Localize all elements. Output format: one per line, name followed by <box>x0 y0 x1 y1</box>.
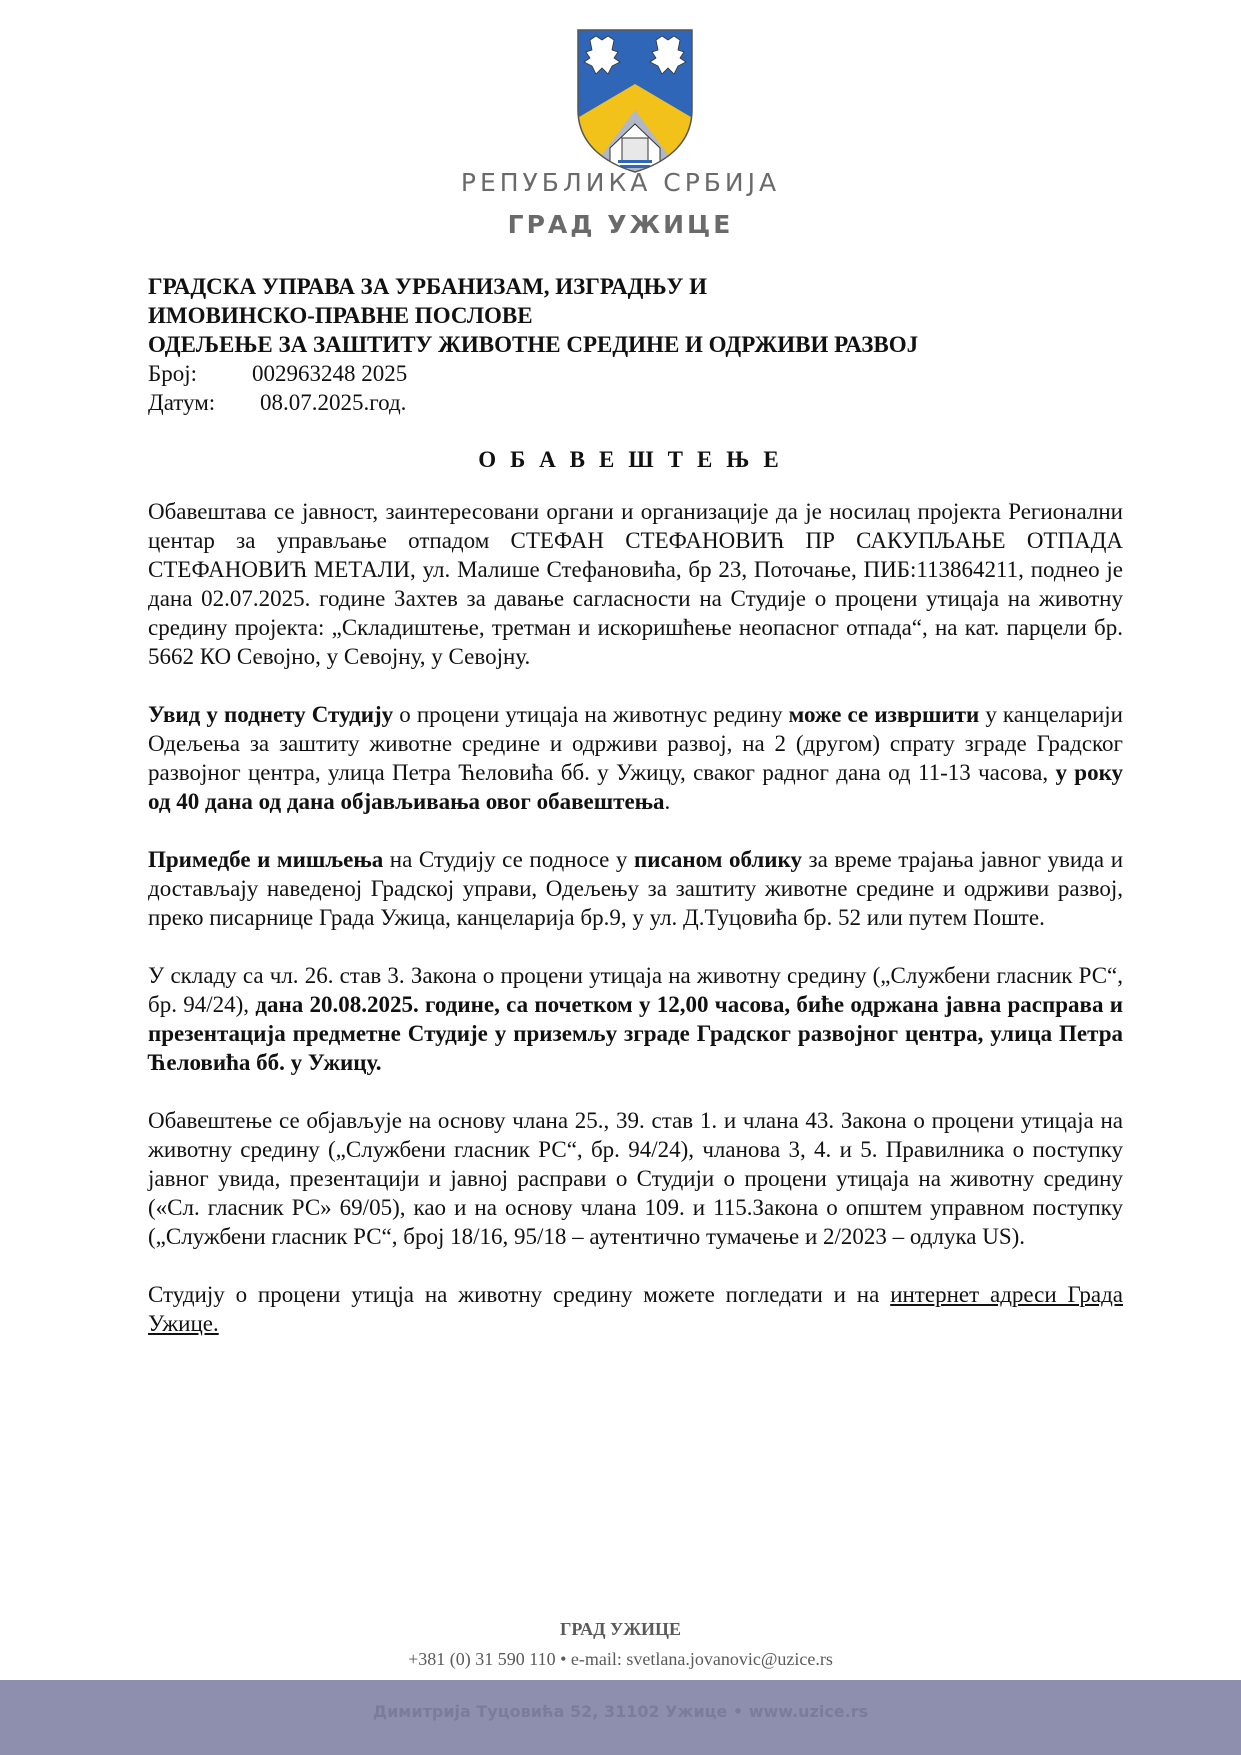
paragraph-remarks <box>148 845 1123 932</box>
paragraph-online <box>148 1280 1123 1338</box>
paragraph-legal-basis: Обавештење се објављује на основу члана 25., 39. став 1. и члана 43. Закона о процени утицаја на животну средину („Службени гласник РС“, бр. 94/24), чланова 3, 4. и 5. Правилника о поступку јавног увида, презентацији и јавној расправи о Студији о процени утицаја на животну средину («Сл. гласник РС» 69/05), као и на основу члана 109. и 115.Закона о општем управном поступку („Службени гласник РС“, број 18/16, 95/18 – аутентично тумачење и 2/2023 – одлука US). <box>148 1108 1123 1249</box>
footer-contact: +381 (0) 31 590 110 • e-mail: svetlana.jovanovic@uzice.rs <box>408 1649 833 1669</box>
document-number-row <box>148 359 1123 388</box>
paragraph-intro: Обавештава се јавност, заинтересовани органи и организације да је носилац пројекта Регионални центар за управљање отпадом СТЕФАН СТЕФАНОВИЋ ПР САКУПЉАЊЕ ОТПАДА СТЕФАНОВИЋ МЕТАЛИ, ул. Малише Стефановића, бр 23, Поточање, ПИБ:113864211, поднео је дана 02.07.2025. године Захтев за давање сагласности на Студије о процени утицаја на животну средину пројекта: „Складиштење, третман и искоришћење неопасног отпада“, на кат. парцели бр. 5662 КО Севојно, у Севојну, у Севојну. <box>148 499 1123 669</box>
org-line-1: ГРАДСКА УПРАВА ЗА УРБАНИЗАМ, ИЗГРАДЊУ И <box>148 274 708 299</box>
document-number-label: Број: <box>148 361 197 386</box>
city-website-link[interactable]: интернет адреси Града Ужице. <box>148 1282 1124 1336</box>
document-title: ОБАВЕШТЕЊЕ <box>478 447 793 472</box>
org-line-3: ОДЕЉЕЊЕ ЗА ЗАШТИТУ ЖИВОТНЕ СРЕДИНЕ И ОДРЖИВИ РАЗВОЈ <box>148 332 919 357</box>
document-date-label: Датум: <box>148 390 216 415</box>
header-city: ГРАД УЖИЦЕ <box>507 210 734 239</box>
inspection-text-2: у канцеларији Одељења за заштиту животне средине и одрживи развој, на 2 (другом) спрату зграде Градског развојног центра, улица Петра Ћеловића бб. у Ужицу, сваког радног дана од 11-13 часова, <box>148 702 1123 785</box>
remarks-bold-2: писаном облику <box>633 847 802 872</box>
header-country: РЕПУБЛИКА СРБИЈА <box>460 168 781 197</box>
inspection-bold-1: Увид у поднету Студију <box>148 702 394 727</box>
hearing-text-1: У складу са чл. 26. став 3. Закона о процени утицаја на животну средину („Службени гласник РС“, бр. 94/24), <box>148 963 1123 1017</box>
coat-of-arms-icon <box>574 28 696 174</box>
remarks-text-1: на Студију се подносе у <box>383 847 634 872</box>
paragraph-inspection <box>148 700 1123 816</box>
org-line-2: ИМОВИНСКО-ПРАВНЕ ПОСЛОВЕ <box>148 303 533 328</box>
inspection-bold-3: у року од 40 дана од дана објављивања овог обавештења <box>148 760 1123 814</box>
document-date-row <box>148 388 1123 417</box>
document-number-value: 002963248 2025 <box>252 361 408 386</box>
footer-band <box>0 1680 1241 1755</box>
inspection-bold-2: може се извршити <box>788 702 980 727</box>
footer-city: ГРАД УЖИЦЕ <box>559 1619 682 1639</box>
inspection-text-3: . <box>664 789 671 814</box>
hearing-bold-1: дана 20.08.2025. године, са почетком у 12,00 часова, биће одржана јавна расправа и презентација предметне Студије у приземљу зграде Градског развојног центра, улица Петра Ћеловића бб. у Ужицу. <box>148 992 1123 1075</box>
footer-address: Димитрија Туцовића 52, 31102 Ужице • www.uzice.rs <box>372 1702 869 1721</box>
online-text-1: Студију о процени утицја на животну средину можете погледати и на <box>148 1282 891 1307</box>
inspection-text-1: о процени утицаја на животнус редину <box>393 702 789 727</box>
remarks-bold-1: Примедбе и мишљења <box>148 847 384 872</box>
paragraph-public-hearing <box>148 961 1123 1077</box>
remarks-text-2: за време трајања јавног увида и достављају наведеној Градској управи, Одељењу за заштиту животне средине и одрживи развој, преко писарнице Града Ужица, канцеларија бр.9, у ул. Д.Туцовића бр. 52 или путем Поште. <box>148 847 1124 930</box>
document-date-value: 08.07.2025.год. <box>260 390 407 415</box>
document-body <box>148 272 1123 1367</box>
